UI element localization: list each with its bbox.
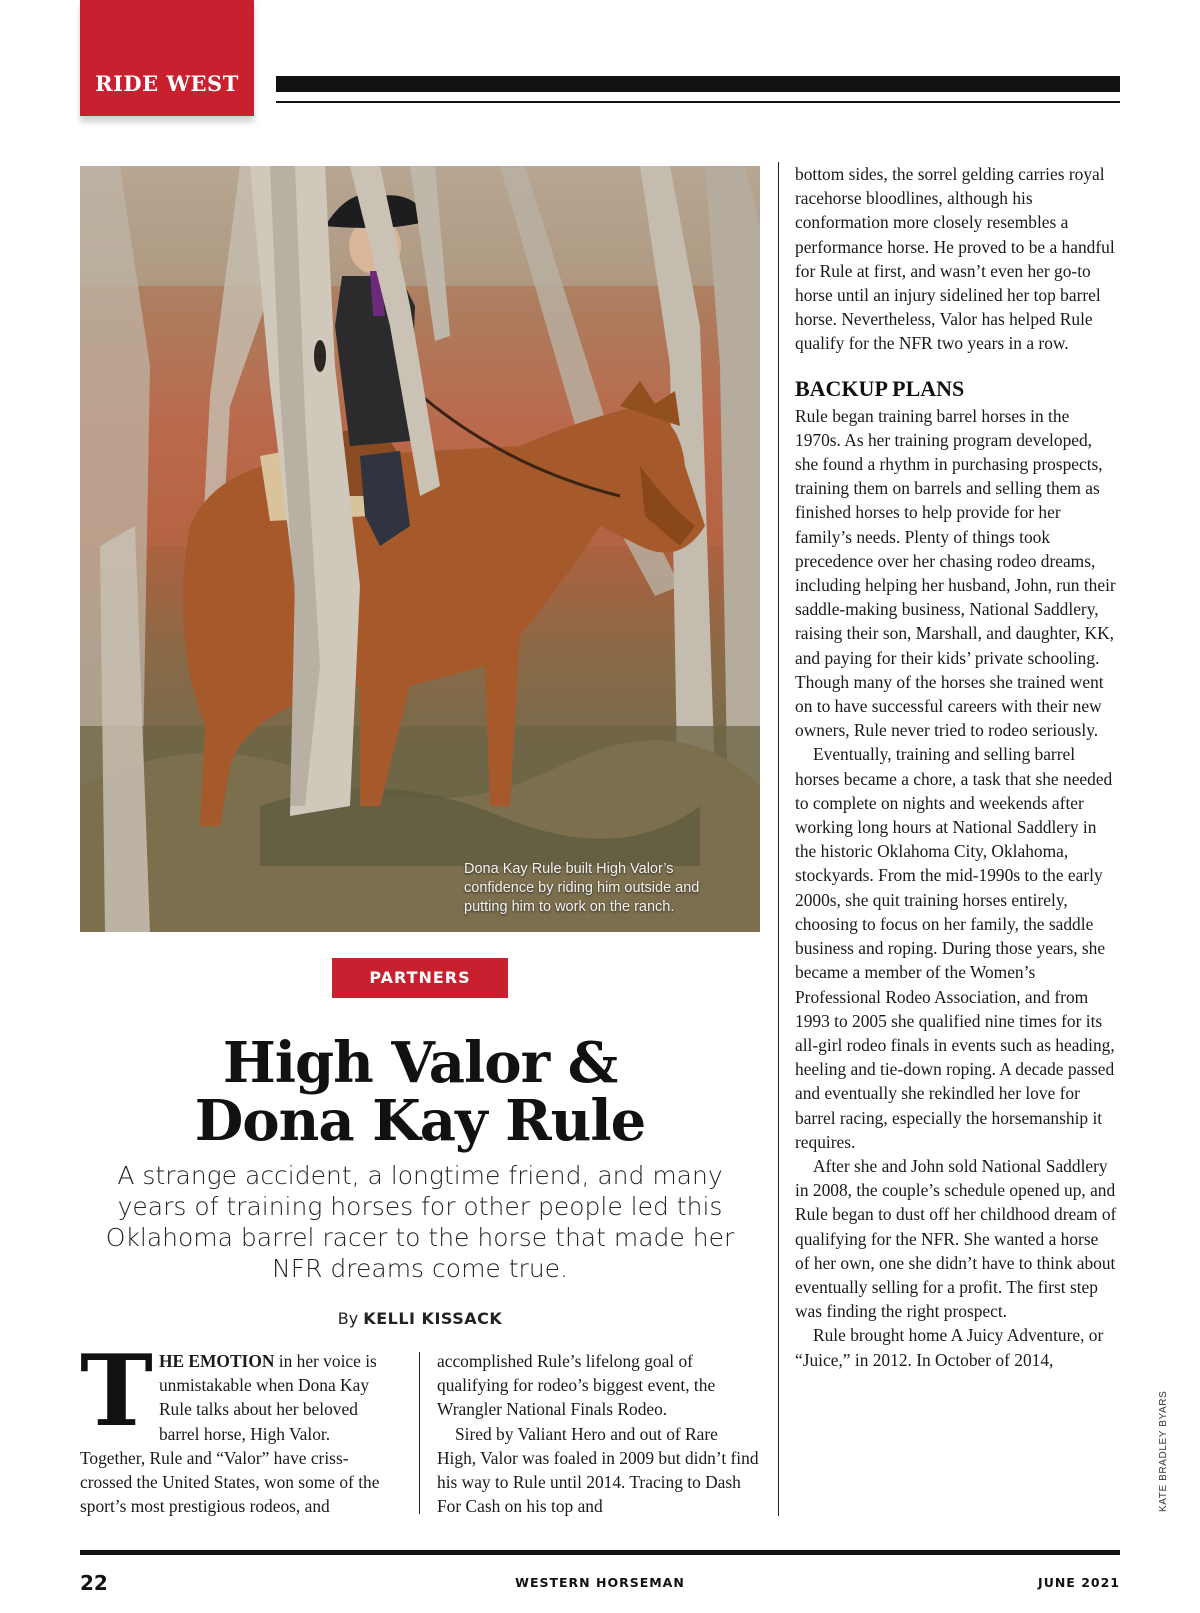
paragraph-1-end: accomplished Rule’s lifelong goal of qualifying for rodeo’s biggest event, the Wrangler National Finals Rodeo. [437, 1351, 716, 1420]
kicker-badge: PARTNERS [332, 958, 508, 998]
paragraph-6: Rule brought home A Juicy Adventure, or “Juice,” in 2012. In October of 2014, [795, 1325, 1104, 1370]
header-rule-thick [276, 76, 1120, 92]
paragraph-2-start: Sired by Valiant Hero and out of Rare High, Valor was foaled in 2009 but didn’t find his way to Rule until 2014. Tracing to Dash For Cash on his top and [437, 1423, 759, 1517]
byline-prefix: By [337, 1309, 359, 1328]
byline [80, 1309, 760, 1328]
lead-caps: HE EMOTION [158, 1351, 275, 1371]
photo-illustration [80, 166, 760, 932]
subhead: BACKUP PLANS [795, 375, 965, 401]
feature-photo [80, 166, 760, 932]
photo-caption: Dona Kay Rule built High Valor’s confidence by riding him outside and putting him to work on the ranch. [464, 861, 700, 915]
header-rule-thin [276, 101, 1120, 103]
photo-credit: KATE BRADLEY BYARS [1158, 1390, 1169, 1512]
paragraph-1-text: in her voice is unmistakable when Dona Kay Rule talks about her beloved barrel horse, High Valor. Together, Rule and “Valor” have criss-crossed the United States, won some of the sport’s most prestigious rodeos, and [80, 1351, 380, 1517]
column-divider [419, 1352, 420, 1514]
section-tab-label: RIDE WEST [95, 71, 239, 96]
paragraph-4: Eventually, training and selling barrel horses became a chore, a task that she needed to complete on nights and weekends after working long hours at National Saddlery in the historic Oklahoma City, Oklahoma, stockyards. From the mid-1990s to the early 2000s, she quit training horses entirely, choosing to focus on her family, the saddle business and roping. During those years, she became a member of the Women’s Professional Rodeo Association, and from 1993 to 2005 she qualified nine times for its all-girl rodeo finals in events such as heading, heeling and tie-down roping. A decade passed and eventually she rekindled her love for barrel racing, especially the horsemanship it requires. [795, 744, 1115, 1152]
article-column-3 [795, 162, 1117, 1372]
footer-rule [80, 1550, 1120, 1555]
headline-line-2: Dona Kay Rule [194, 1088, 646, 1154]
paragraph-1-start [80, 1334, 398, 1518]
headline-line-1: High Valor & [222, 1030, 618, 1096]
paragraph-5: After she and John sold National Saddlery in 2008, the couple’s schedule opened up, and Rule began to dust off her childhood dream of qualifying for the NFR. She wanted a horse of her own, one she didn’t have to think about eventually selling for a profit. The first step was finding the right prospect. [795, 1155, 1117, 1322]
paragraph-3: Rule began training barrel horses in the 1970s. As her training program developed, she found a rhythm in purchasing prospects, training them on barrels and selling them as finished horses to help provide for her family’s needs. Plenty of things took precedence over her chasing rodeo dreams, including helping her husband, John, run their saddle-making business, National Saddlery, raising their son, Marshall, and daughter, KK, and paying for their kids’ private schooling. Though many of the horses she trained went on to have successful careers with their new owners, Rule never tried to rodeo seriously. [795, 405, 1116, 741]
deck: A strange accident, a longtime friend, and many years of training horses for other people led this Oklahoma barrel racer to the horse that made her NFR dreams come true. [105, 1161, 735, 1283]
magazine-name: WESTERN HORSEMAN [515, 1575, 685, 1590]
article-column-2 [437, 1349, 759, 1518]
section-tab [80, 0, 254, 116]
article-column-1 [80, 1334, 398, 1518]
byline-author: KELLI KISSACK [363, 1309, 503, 1328]
page-number: 22 [80, 1571, 108, 1595]
issue-date: JUNE 2021 [1038, 1575, 1120, 1590]
column-divider [778, 162, 779, 1516]
drop-cap: T [80, 1334, 153, 1449]
headline [80, 1030, 760, 1154]
paragraph-2-end: bottom sides, the sorrel gelding carries royal racehorse bloodlines, although his conformation more closely resembles a performance horse. He proved to be a handful for Rule at first, and wasn’t even her go-to horse until an injury sidelined her top barrel horse. Nevertheless, Valor has helped Rule qualify for the NFR two years in a row. [795, 164, 1115, 354]
